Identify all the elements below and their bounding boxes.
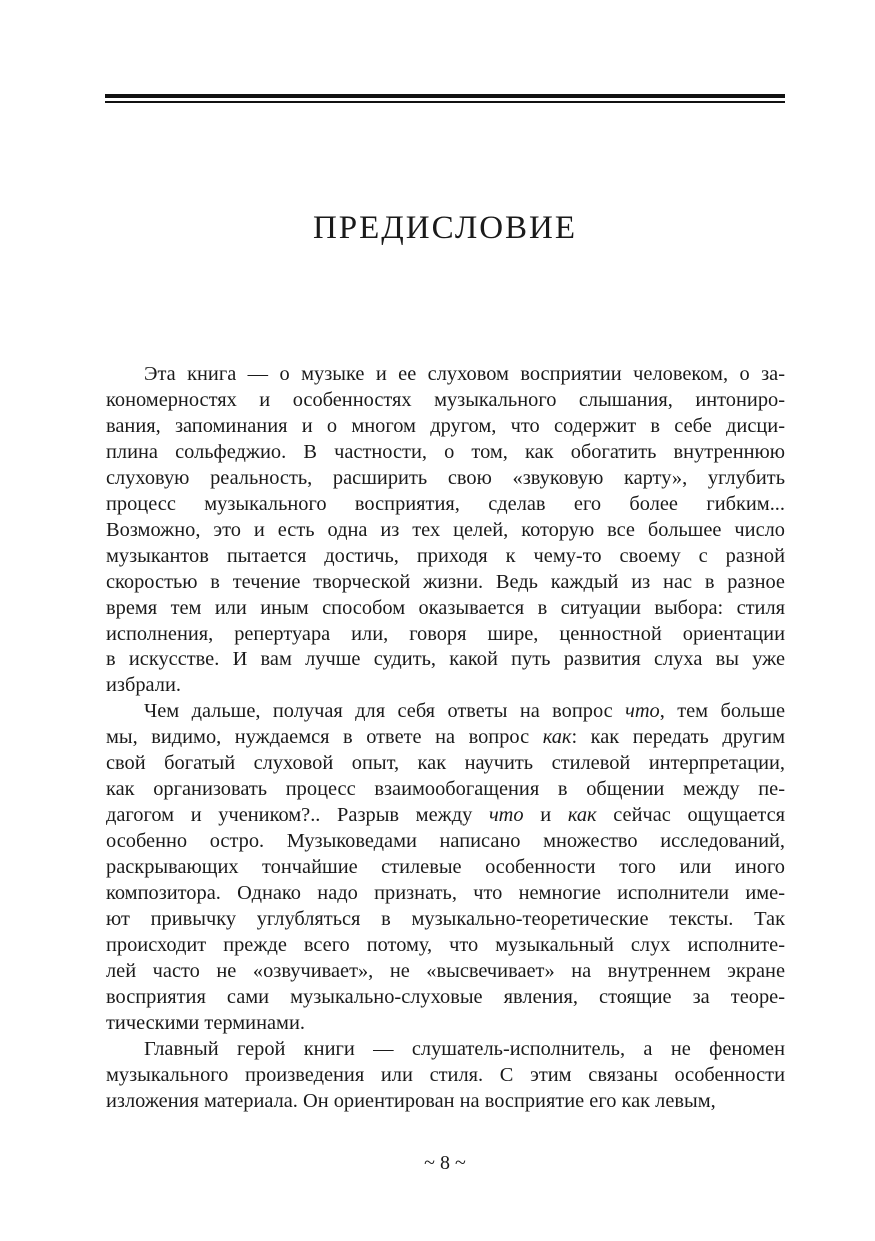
text-segment: лей часто не «озвучивает», не «высвечивает» на внутреннем экране <box>106 959 785 982</box>
text-line <box>106 933 785 959</box>
text-segment: Чем дальше, получая для себя ответы на вопрос <box>144 700 626 723</box>
text-line <box>106 907 785 933</box>
text-line <box>106 518 785 544</box>
text-segment: вания, запоминания и о многом другом, что содержит в себе дисци- <box>106 414 785 437</box>
text-line <box>106 388 785 414</box>
text-line <box>106 855 785 881</box>
text-segment: музыкантов пытается достичь, приходя к чему-то своему с разной <box>106 544 785 567</box>
italic-term: что <box>625 700 660 723</box>
text-line <box>106 1063 785 1089</box>
text-segment: : как передать другим <box>571 726 785 749</box>
text-segment: Главный герой книги — слушатель-исполнитель, а не феномен <box>144 1037 785 1060</box>
text-segment: изложения материала. Он ориентирован на восприятие его как левым, <box>106 1089 716 1112</box>
text-segment: ют привычку углубляться в музыкально-теоретические тексты. Так <box>106 908 785 931</box>
text-segment: композитора. Однако надо признать, что немногие исполнители име- <box>106 882 785 905</box>
text-line <box>106 466 785 492</box>
text-segment: исполнения, репертуара или, говоря шире, ценностной ориентации <box>106 622 785 645</box>
text-segment: кономерностях и особенностях музыкального слышания, интониро- <box>106 388 785 411</box>
paragraph <box>106 699 785 1036</box>
text-segment: дагогом и учеником?.. Разрыв между <box>106 804 489 827</box>
text-line <box>106 1011 785 1037</box>
text-line <box>106 596 785 622</box>
text-line <box>106 622 785 648</box>
text-segment: скоростью в течение творческой жизни. Ведь каждый из нас в разное <box>106 570 785 593</box>
text-line <box>106 440 785 466</box>
text-line <box>106 829 785 855</box>
text-line <box>106 1037 785 1063</box>
text-line <box>106 725 785 751</box>
body-text <box>106 362 785 1115</box>
text-line <box>106 881 785 907</box>
text-segment: происходит прежде всего потому, что музыкальный слух исполните- <box>106 933 785 956</box>
text-segment: время тем или иным способом оказывается в ситуации выбора: стиля <box>106 596 785 619</box>
top-rule-thick <box>105 94 785 98</box>
text-line <box>106 362 785 388</box>
text-segment: сейчас ощущается <box>596 804 785 827</box>
text-line <box>106 647 785 673</box>
text-segment: тическими терминами. <box>106 1011 305 1034</box>
text-line <box>106 544 785 570</box>
text-segment: , тем больше <box>659 700 785 723</box>
text-segment: слуховую реальность, расширить свою «звуковую карту», углубить <box>106 466 785 489</box>
italic-term: что <box>488 804 524 827</box>
top-rule-thin <box>105 101 785 103</box>
text-line <box>106 414 785 440</box>
text-segment: избрали. <box>106 674 181 697</box>
text-segment: Эта книга — о музыке и ее слуховом восприятии человеком, о за- <box>144 363 785 385</box>
text-segment: раскрывающих тончайшие стилевые особенности того или иного <box>106 856 785 879</box>
paragraph <box>106 362 785 699</box>
text-line <box>106 492 785 518</box>
page-number: ~ 8 ~ <box>424 1152 466 1174</box>
text-line <box>106 751 785 777</box>
text-line <box>106 673 785 699</box>
text-segment: музыкального произведения или стиля. С этим связаны особенности <box>106 1063 785 1086</box>
text-segment: и <box>523 804 568 827</box>
text-segment: свой богатый слуховой опыт, как научить стилевой интерпретации, <box>106 752 785 775</box>
text-line <box>106 777 785 803</box>
chapter-title: ПРЕДИСЛОВИЕ <box>312 210 578 246</box>
paragraph <box>106 1037 785 1115</box>
italic-term: как <box>567 804 597 827</box>
text-segment: особенно остро. Музыковедами написано множество исследований, <box>106 830 785 853</box>
text-segment: процесс музыкального восприятия, сделав его более гибким... <box>106 492 785 515</box>
text-segment: Возможно, это и есть одна из тех целей, которую все большее число <box>106 518 785 541</box>
text-segment: как организовать процесс взаимообогащения в общении между пе- <box>106 778 785 801</box>
text-segment: мы, видимо, нуждаемся в ответе на вопрос <box>106 726 543 749</box>
text-line <box>106 570 785 596</box>
italic-term: как <box>542 726 572 749</box>
text-segment: в искусстве. И вам лучше судить, какой путь развития слуха вы уже <box>106 648 785 671</box>
text-line <box>106 803 785 829</box>
text-segment: восприятия сами музыкально-слуховые явления, стоящие за теоре- <box>106 985 785 1008</box>
text-segment: плина сольфеджио. В частности, о том, как обогатить внутреннюю <box>106 440 785 463</box>
text-line <box>106 699 785 725</box>
text-line <box>106 985 785 1011</box>
text-line <box>106 959 785 985</box>
text-line <box>106 1089 785 1115</box>
